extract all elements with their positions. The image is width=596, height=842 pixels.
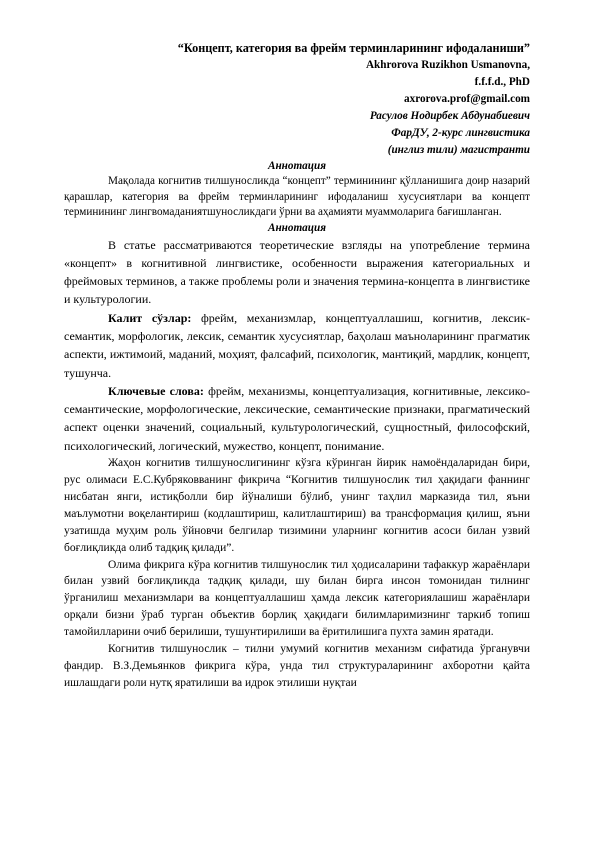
abstract-uz-heading: Аннотация xyxy=(268,160,326,172)
abstract-uz-text: Мақолада когнитив тилшуносликда “концепт” терминининг қўлланишига доир назарий қарашлар, категория ва фрейм терминларининг ифодаланиш хусусиятлари ва концепт терминининг лингвомаданиятшуносликдаги ўрни ва аҳамияти муаммоларига бағишланган. xyxy=(64,175,530,218)
author-degree: f.f.f.d., PhD xyxy=(474,76,530,88)
keywords-ru-text: фрейм, механизмы, концептуализация, когнитивные, лексико-семантические, морфологические, лексические, семантические признаки, прагматический аспект оценки значений, социальный, культурологический, сущностный, философский, психологический, логический, мужество, концепт, понимание. xyxy=(64,383,530,453)
body-paragraph: Олима фикрига кўра когнитив тилшунослик тил ҳодисаларини тафаккур жараёнлари билан узвий боғлиқликда тадқиқ қилади, шу билан бирга инсон томонидан тилнинг ўрганилиш механизмлари ва концептуаллашиш ҳамда лексик категориялашиш жараёнлари орқали бизни ўраб турган объектив борлиқ ҳақидаги билимларимизнинг таркиб топиш тамойилларини очиб берилиши, тушунтирилиши ва ёритилишига пухта замин яратади. xyxy=(64,558,530,639)
keywords-uz-text: фрейм, механизмлар, концептуаллашиш, когнитив, лексик-семантик, морфологик, лексик, семантик хусусиятлар, баҳолаш маъноларининг прагматик аспекти, ижтимоий, маданий, моҳият, фалсафий, психологик, мантиқий, мардлик, концепт, тушунча. xyxy=(64,310,530,380)
abstract-ru-text: В статье рассматриваются теоретические взгляды на употребление термина «концепт» в когнитивной лингвистике, особенности выражения категориальных и фреймовых терминов, а также проблемы роли и значения термина-концепта в лингвистике и культурологии. xyxy=(64,237,530,307)
coauthor-name: Расулов Нодирбек Абдунабиевич xyxy=(369,110,530,122)
body-paragraph: Когнитив тилшунослик – тилни умумий когнитив механизм сифатида ўрганувчи фандир. В.З.Демьянков фикрига кўра, унда тил структураларининг ахборотни қайта ишлашдаги роли нутқ яратилиши ва идрок этилиши нуқтаи xyxy=(64,643,530,689)
coauthor-affiliation: ФарДУ, 2-курс лингвистика xyxy=(391,127,530,139)
author-email: axrorova.prof@gmail.com xyxy=(404,93,530,105)
keywords-ru xyxy=(64,382,530,455)
keywords-ru-label: Ключевые слова: xyxy=(108,383,204,398)
keywords-uz-label: Калит сўзлар: xyxy=(108,310,192,325)
keywords-uz xyxy=(64,309,530,382)
body-paragraph: Жаҳон когнитив тилшунослигининг кўзга кўринган йирик намоёндаларидан бири, рус олимаси Е.С.Кубряковванинг фикрича “Когнитив тилшунослик тил ҳақидаги фаннинг нисбатан янги, истиқболли бир йўналиши бўлиб, унинг таҳлил марказида тил, яъни маълумотни воқелантириш (кодлаштириш, калитлаштириш) ва трансформация қилиш, яъни узатишда муҳим роль ўйновчи белгилар тизимини уларнинг когнитив асоси билан узвий боғлиқликда олиб тадқиқ қилади”. xyxy=(64,457,530,554)
article-page xyxy=(64,40,530,692)
author-name: Akhrorova Ruzikhon Usmanovna, xyxy=(365,59,530,71)
article-title: “Концепт, категория ва фрейм терминларининг ифодаланиши” xyxy=(177,41,530,55)
abstract-ru-heading: Аннотация xyxy=(268,221,326,234)
coauthor-position: (инглиз тили) магистранти xyxy=(387,144,530,156)
